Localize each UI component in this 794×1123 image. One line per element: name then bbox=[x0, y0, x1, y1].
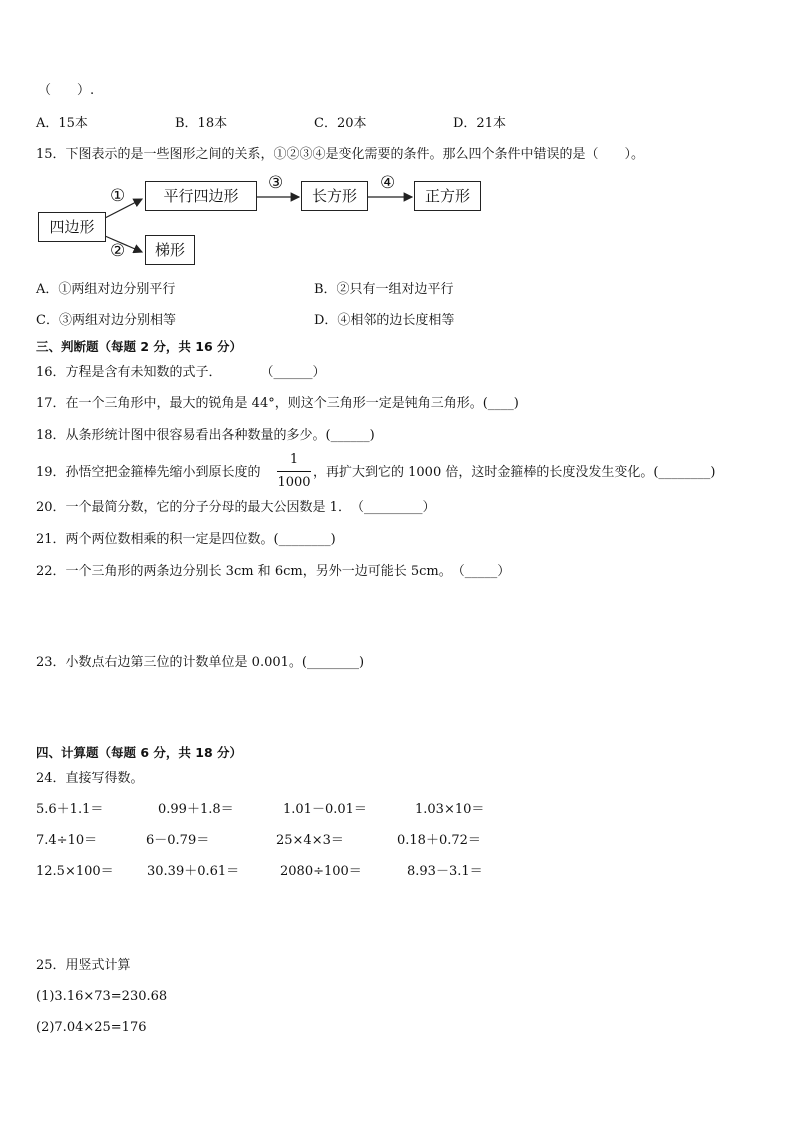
q20: 20．一个最简分数，它的分子分母的最大公因数是 1． （_________） bbox=[36, 500, 436, 515]
box-square: 正方形 bbox=[414, 181, 481, 211]
q15-option-a: A．①两组对边分别平行 bbox=[36, 282, 176, 297]
q24-stem: 24．直接写得数。 bbox=[36, 771, 144, 786]
box-quadrilateral: 四边形 bbox=[38, 212, 106, 242]
q22: 22．一个三角形的两条边分别长 3cm 和 6cm，另外一边可能长 5cm。 （_____） bbox=[36, 564, 511, 579]
calc-item: 0.18＋0.72＝ bbox=[397, 833, 481, 848]
section-3-title: 三、判断题（每题 2 分，共 16 分） bbox=[36, 339, 243, 354]
q14-option-a: A．15本 bbox=[36, 116, 88, 131]
marker-2: ② bbox=[110, 241, 126, 261]
box-parallelogram: 平行四边形 bbox=[145, 181, 257, 211]
calc-item: 30.39＋0.61＝ bbox=[147, 864, 240, 879]
calc-item: 7.4÷10＝ bbox=[36, 833, 98, 848]
calc-item: 25×4×3＝ bbox=[276, 833, 344, 848]
q25-stem: 25．用竖式计算 bbox=[36, 958, 131, 973]
marker-1: ① bbox=[110, 186, 126, 206]
q14-option-c: C．20本 bbox=[314, 116, 367, 131]
fraction-bar bbox=[277, 471, 311, 472]
calc-item: 1.03×10＝ bbox=[415, 802, 485, 817]
q14-option-b: B．18本 bbox=[175, 116, 228, 131]
calc-item: 2080÷100＝ bbox=[280, 864, 362, 879]
q14-option-d: D．21本 bbox=[453, 116, 506, 131]
q25-item-1: (1)3.16×73=230.68 bbox=[36, 989, 168, 1004]
q18: 18．从条形统计图中很容易看出各种数量的多少。(______) bbox=[36, 428, 375, 443]
calc-item: 1.01－0.01＝ bbox=[283, 802, 367, 817]
q15-stem: 15．下图表示的是一些图形之间的关系，①②③④是变化需要的条件。那么四个条件中错误的是（ ）。 bbox=[36, 147, 645, 162]
section-4-title: 四、计算题（每题 6 分，共 18 分） bbox=[36, 745, 243, 760]
q23: 23．小数点右边第三位的计数单位是 0.001。(________) bbox=[36, 655, 365, 670]
q17: 17．在一个三角形中，最大的锐角是 44°，则这个三角形一定是钝角三角形。(____) bbox=[36, 396, 519, 411]
q19-fraction-numerator: 1 bbox=[289, 452, 299, 467]
calc-item: 8.93－3.1＝ bbox=[407, 864, 483, 879]
marker-3: ③ bbox=[268, 173, 284, 193]
q15-option-b: B．②只有一组对边平行 bbox=[314, 282, 454, 297]
calc-item: 12.5×100＝ bbox=[36, 864, 114, 879]
box-trapezoid: 梯形 bbox=[145, 235, 195, 265]
q25-item-2: (2)7.04×25=176 bbox=[36, 1020, 147, 1035]
q14-stem-tail: （ ）. bbox=[38, 83, 95, 98]
q21: 21．两个两位数相乘的积一定是四位数。(________) bbox=[36, 532, 336, 547]
calc-item: 6－0.79＝ bbox=[146, 833, 210, 848]
q19-fraction bbox=[277, 452, 311, 491]
q19-after: ，再扩大到它的 1000 倍，这时金箍棒的长度没发生变化。(________) bbox=[313, 465, 716, 480]
calc-item: 0.99＋1.8＝ bbox=[158, 802, 234, 817]
q15-option-c: C．③两组对边分别相等 bbox=[36, 313, 176, 328]
calc-item: 5.6＋1.1＝ bbox=[36, 802, 104, 817]
box-rectangle: 长方形 bbox=[301, 181, 368, 211]
q16: 16．方程是含有未知数的式子． （______） bbox=[36, 365, 326, 380]
marker-4: ④ bbox=[380, 173, 396, 193]
q19-before: 19．孙悟空把金箍棒先缩小到原长度的 bbox=[36, 465, 261, 480]
q15-option-d: D．④相邻的边长度相等 bbox=[314, 313, 455, 328]
q19-fraction-denominator: 1000 bbox=[277, 475, 311, 490]
